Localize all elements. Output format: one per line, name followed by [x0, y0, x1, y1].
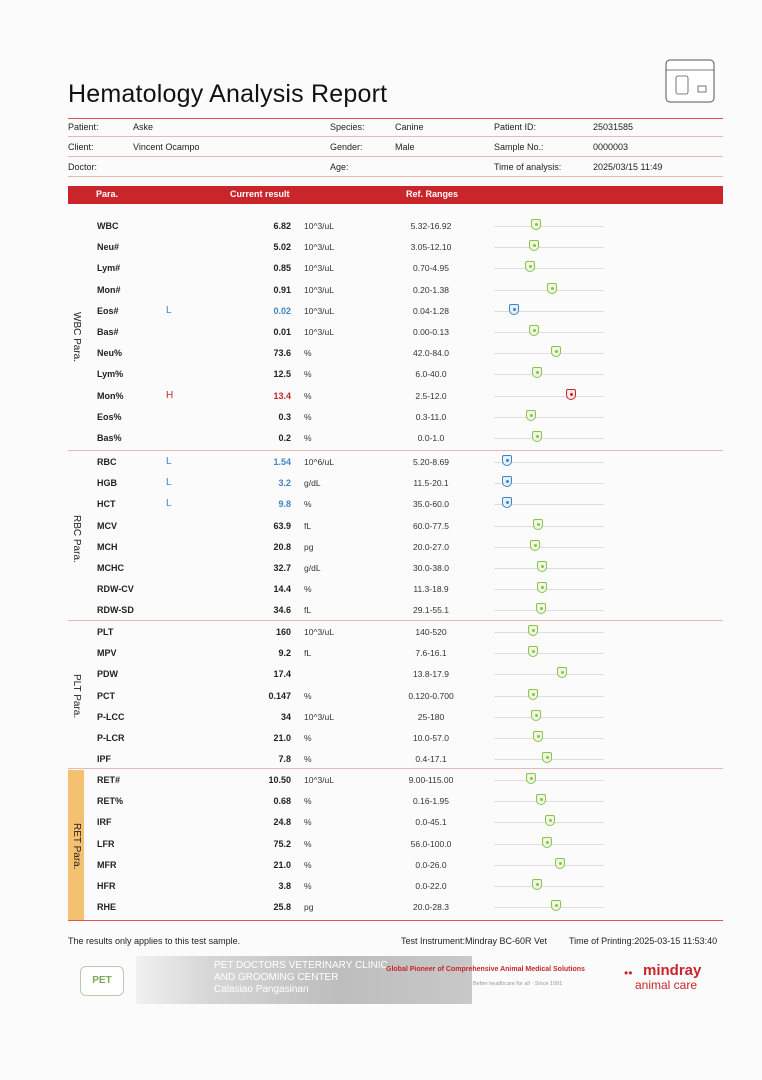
section-label-text: RBC Para.: [71, 515, 82, 563]
gender-label: Gender:: [330, 142, 363, 152]
table-row: [68, 322, 723, 343]
param-name: Mon%: [97, 390, 124, 401]
table-row: [68, 258, 723, 279]
param-name: Mon#: [97, 284, 121, 295]
patient-value: Aske: [133, 122, 154, 132]
patient-id-label: Patient ID:: [494, 122, 537, 132]
result-value: 6.82: [273, 221, 291, 231]
client-label: Client:: [68, 142, 94, 152]
range-marker-icon: [528, 689, 538, 700]
range-track: [494, 717, 604, 718]
range-marker-icon: [545, 815, 555, 826]
table-row: [68, 579, 723, 600]
param-name: MCHC: [97, 563, 124, 573]
range-marker-icon: [557, 667, 567, 678]
table-row: [68, 237, 723, 258]
reference-range: 20.0-28.3: [413, 902, 449, 913]
clinic-banner: [136, 956, 472, 1004]
reference-range: 0.0-1.0: [417, 433, 445, 443]
range-track: [494, 674, 604, 675]
range-track: [494, 738, 604, 739]
param-name: Neu%: [97, 348, 123, 359]
table-row: [68, 707, 723, 728]
reference-range: 29.1-55.1: [413, 605, 449, 616]
time-of-printing: Time of Printing:2025-03-15 11:53:40: [569, 936, 718, 946]
result-value: 0.147: [268, 690, 291, 701]
section-label-text: RET Para.: [71, 823, 82, 870]
table-row: [68, 664, 723, 685]
patient-label: Patient:: [68, 122, 99, 132]
result-unit: %: [304, 369, 312, 380]
range-track: [494, 247, 604, 248]
clinic-line-3: Calasiao Pangasinan: [214, 984, 309, 995]
range-marker-icon: [536, 794, 546, 805]
sample-value: 0000003: [593, 142, 629, 152]
range-track: [494, 332, 604, 333]
param-name: MFR: [97, 859, 117, 870]
info-divider: [68, 136, 723, 137]
param-name: MPV: [97, 648, 117, 659]
param-name: RDW-CV: [97, 584, 134, 595]
param-name: Neu#: [97, 242, 120, 253]
table-row: [68, 216, 723, 237]
param-name: LFR: [97, 838, 115, 849]
range-track: [494, 886, 604, 887]
range-marker-icon: [537, 561, 547, 572]
range-track: [494, 417, 604, 418]
section-label-text: PLT Para.: [71, 674, 82, 719]
range-track: [494, 780, 604, 781]
reference-range: 6.0-40.0: [415, 369, 447, 380]
param-name: P-LCC: [97, 711, 125, 722]
footnote: The results only applies to this test sample.: [68, 936, 241, 946]
range-track: [494, 374, 604, 375]
reference-range: 0.16-1.95: [413, 796, 449, 807]
param-name: MCH: [97, 541, 118, 552]
section-label-text: WBC Para.: [71, 312, 82, 363]
range-track: [494, 653, 604, 654]
info-divider: [68, 176, 723, 177]
table-row: [68, 876, 723, 897]
table-row: [68, 770, 723, 791]
param-name: IPF: [97, 754, 112, 765]
range-marker-icon: [537, 582, 547, 593]
section-divider: [68, 450, 723, 451]
reference-range: 60.0-77.5: [413, 520, 449, 531]
result-value: 0.02: [273, 305, 291, 316]
test-instrument: Test Instrument:Mindray BC-60R Vet: [401, 936, 548, 946]
brand-subtitle: animal care: [635, 978, 698, 992]
range-marker-icon: [533, 731, 543, 742]
table-row: [68, 537, 723, 558]
reference-range: 9.00-115.00: [408, 775, 454, 785]
result-value: 34.6: [273, 605, 291, 616]
reference-range: 20.0-27.0: [413, 541, 449, 552]
reference-range: 0.120-0.700: [408, 690, 454, 701]
range-track: [494, 696, 604, 697]
result-value: 1.54: [273, 457, 291, 467]
table-row: [68, 812, 723, 833]
result-unit: 10^3/uL: [304, 242, 334, 253]
table-row: [68, 558, 723, 579]
table-row: [68, 600, 723, 621]
doctor-label: Doctor:: [68, 162, 98, 172]
range-marker-icon: [502, 455, 512, 466]
range-track: [494, 526, 604, 527]
bottom-divider: [68, 920, 723, 921]
range-marker-icon: [529, 240, 539, 251]
result-unit: 10^3/uL: [304, 221, 334, 231]
info-divider: [68, 156, 723, 157]
param-name: PLT: [97, 627, 114, 637]
param-name: IRF: [97, 817, 112, 828]
result-unit: %: [304, 817, 312, 828]
table-row: [68, 280, 723, 301]
result-unit: %: [304, 584, 312, 595]
range-track: [494, 547, 604, 548]
param-name: RBC: [97, 457, 117, 467]
result-unit: 10^3/uL: [304, 305, 334, 316]
result-value: 13.4: [273, 390, 291, 401]
range-marker-icon: [528, 625, 538, 636]
flag-indicator: H: [166, 389, 174, 401]
table-row: [68, 516, 723, 537]
reference-range: 140-520: [415, 627, 447, 637]
table-row: [68, 855, 723, 876]
flag-indicator: L: [166, 304, 172, 316]
range-marker-icon: [526, 773, 536, 784]
reference-range: 0.0-26.0: [415, 859, 447, 870]
range-track: [494, 268, 604, 269]
result-value: 20.8: [273, 541, 291, 552]
result-value: 73.6: [273, 348, 291, 359]
reference-range: 56.0-100.0: [410, 838, 452, 849]
range-track: [494, 610, 604, 611]
range-track: [494, 589, 604, 590]
result-value: 63.9: [273, 520, 291, 531]
reference-range: 25-180: [417, 711, 445, 722]
param-name: RET%: [97, 796, 124, 807]
result-value: 0.2: [278, 433, 291, 443]
param-name: MCV: [97, 520, 117, 531]
table-row: [68, 897, 723, 918]
range-marker-icon: [547, 283, 557, 294]
reference-range: 0.4-17.1: [415, 754, 447, 765]
param-name: RDW-SD: [97, 605, 134, 616]
reference-range: 13.8-17.9: [413, 669, 449, 680]
table-row: [68, 343, 723, 364]
range-track: [494, 801, 604, 802]
reference-range: 0.04-1.28: [413, 305, 449, 316]
result-value: 160: [275, 627, 291, 637]
param-name: RHE: [97, 902, 117, 913]
result-value: 21.0: [273, 733, 291, 743]
range-marker-icon: [536, 603, 546, 614]
result-unit: %: [304, 754, 312, 765]
table-row: [68, 686, 723, 707]
reference-range: 0.70-4.95: [413, 263, 449, 274]
clinic-line-2: AND GROOMING CENTER: [214, 972, 339, 983]
result-value: 12.5: [273, 369, 291, 380]
patient-id-value: 25031585: [593, 122, 634, 132]
result-unit: %: [304, 838, 312, 849]
result-value: 0.68: [273, 796, 291, 807]
result-value: 10.50: [268, 775, 291, 785]
range-marker-icon: [533, 519, 543, 530]
result-value: 3.8: [278, 881, 291, 891]
table-row: [68, 407, 723, 428]
table-row: [68, 834, 723, 855]
range-marker-icon: [542, 752, 552, 763]
top-divider: [68, 118, 723, 119]
result-unit: 10^3/uL: [304, 711, 334, 722]
result-unit: g/dL: [304, 478, 321, 489]
result-value: 14.4: [273, 584, 291, 595]
clinic-line-1: PET DOCTORS VETERINARY CLINIC: [214, 960, 388, 971]
table-row: [68, 364, 723, 385]
param-name: Lym#: [97, 263, 121, 274]
result-unit: %: [304, 690, 312, 701]
header-para: Para.: [96, 189, 119, 199]
section-plt: [68, 622, 723, 770]
param-name: Eos#: [97, 305, 119, 316]
param-name: HFR: [97, 881, 116, 891]
table-row: [68, 428, 723, 449]
range-marker-icon: [530, 540, 540, 551]
section-divider: [68, 768, 723, 769]
reference-range: 10.0-57.0: [413, 733, 449, 743]
result-value: 34: [280, 711, 291, 722]
result-unit: 10^3/uL: [304, 627, 334, 637]
table-row: [68, 622, 723, 643]
range-track: [494, 226, 604, 227]
reference-range: 3.05-12.10: [410, 242, 452, 253]
result-unit: %: [304, 733, 312, 743]
species-label: Species:: [330, 122, 365, 132]
range-track: [494, 396, 604, 397]
header-ranges: Ref. Ranges: [406, 189, 459, 199]
result-value: 0.85: [273, 263, 291, 274]
param-name: PCT: [97, 690, 115, 701]
result-value: 25.8: [273, 902, 291, 913]
param-name: Eos%: [97, 411, 122, 422]
result-value: 21.0: [273, 859, 291, 870]
results-header: [68, 186, 723, 204]
reference-range: 7.6-16.1: [415, 648, 447, 659]
result-unit: 10^3/uL: [304, 284, 334, 295]
paw-icon: ••: [624, 966, 633, 980]
reference-range: 30.0-38.0: [413, 563, 449, 573]
result-value: 5.02: [273, 242, 291, 253]
reference-range: 2.5-12.0: [415, 390, 447, 401]
age-label: Age:: [330, 162, 349, 172]
analyzer-device-icon: [662, 56, 718, 106]
range-marker-icon: [529, 325, 539, 336]
time-value: 2025/03/15 11:49: [593, 162, 663, 172]
result-value: 75.2: [273, 838, 291, 849]
page-title: Hematology Analysis Report: [68, 80, 388, 108]
section-divider: [68, 620, 723, 621]
range-marker-icon: [528, 646, 538, 657]
result-value: 9.8: [278, 499, 291, 510]
range-marker-icon: [542, 837, 552, 848]
range-marker-icon: [532, 879, 542, 890]
range-track: [494, 907, 604, 908]
table-row: [68, 301, 723, 322]
range-marker-icon: [532, 431, 542, 442]
section-ret: [68, 770, 723, 920]
flag-indicator: L: [166, 477, 172, 489]
range-marker-icon: [531, 710, 541, 721]
pioneer-subtitle: Better healthcare for all · Since 1991: [473, 981, 563, 987]
result-value: 24.8: [273, 817, 291, 828]
result-value: 3.2: [278, 478, 291, 489]
range-track: [494, 568, 604, 569]
flag-indicator: L: [166, 456, 172, 467]
reference-range: 0.0-22.0: [415, 881, 447, 891]
param-name: Lym%: [97, 369, 124, 380]
result-unit: %: [304, 411, 312, 422]
table-row: [68, 386, 723, 407]
range-track: [494, 632, 604, 633]
table-row: [68, 473, 723, 494]
param-name: PDW: [97, 669, 118, 680]
clinic-name: [214, 960, 388, 996]
reference-range: 0.20-1.38: [413, 284, 449, 295]
brand-logo: mindray: [643, 962, 702, 979]
result-unit: 10^6/uL: [304, 457, 334, 467]
param-name: RET#: [97, 775, 121, 785]
reference-range: 0.0-45.1: [415, 817, 447, 828]
result-unit: %: [304, 433, 312, 443]
reference-range: 0.00-0.13: [413, 327, 449, 337]
reference-range: 5.20-8.69: [413, 457, 449, 467]
range-marker-icon: [531, 219, 541, 230]
table-row: [68, 452, 723, 473]
range-marker-icon: [551, 346, 561, 357]
footer-band: [68, 956, 723, 1006]
result-unit: fL: [304, 520, 312, 531]
result-unit: 10^3/uL: [304, 775, 334, 785]
result-unit: %: [304, 881, 312, 891]
param-name: WBC: [97, 221, 119, 231]
param-name: Bas%: [97, 433, 122, 443]
section-rbc: [68, 452, 723, 622]
result-unit: pg: [304, 902, 314, 913]
client-value: Vincent Ocampo: [133, 142, 200, 152]
header-result: Current result: [230, 189, 290, 199]
result-unit: fL: [304, 648, 312, 659]
result-value: 9.2: [278, 648, 291, 659]
range-marker-icon: [526, 410, 536, 421]
result-value: 0.3: [278, 411, 291, 422]
result-unit: fL: [304, 605, 312, 616]
param-name: P-LCR: [97, 733, 125, 743]
table-row: [68, 728, 723, 749]
result-unit: g/dL: [304, 563, 321, 573]
range-track: [494, 353, 604, 354]
range-marker-icon: [551, 900, 561, 911]
range-marker-icon: [532, 367, 542, 378]
result-unit: 10^3/uL: [304, 327, 334, 337]
range-track: [494, 865, 604, 866]
flag-indicator: L: [166, 498, 172, 510]
result-unit: 10^3/uL: [304, 263, 334, 274]
reference-range: 0.3-11.0: [415, 411, 447, 422]
result-value: 0.91: [273, 284, 291, 295]
table-row: [68, 494, 723, 515]
range-marker-icon: [555, 858, 565, 869]
result-unit: pg: [304, 541, 314, 552]
reference-range: 42.0-84.0: [413, 348, 449, 359]
range-marker-icon: [525, 261, 535, 272]
time-label: Time of analysis:: [494, 162, 562, 172]
result-value: 32.7: [273, 563, 291, 573]
reference-range: 11.5-20.1: [413, 478, 449, 489]
result-value: 17.4: [273, 669, 291, 680]
range-marker-icon: [566, 389, 576, 400]
reference-range: 35.0-60.0: [413, 499, 449, 510]
result-unit: %: [304, 499, 312, 510]
range-track: [494, 438, 604, 439]
result-unit: %: [304, 348, 312, 359]
range-marker-icon: [509, 304, 519, 315]
section-wbc: [68, 216, 723, 452]
reference-range: 11.3-18.9: [413, 584, 449, 595]
table-row: [68, 643, 723, 664]
result-unit: %: [304, 859, 312, 870]
range-marker-icon: [502, 497, 512, 508]
species-value: Canine: [395, 122, 424, 132]
gender-value: Male: [395, 142, 415, 152]
table-row: [68, 791, 723, 812]
result-value: 7.8: [278, 754, 291, 765]
range-marker-icon: [502, 476, 512, 487]
param-name: Bas#: [97, 327, 119, 337]
result-value: 0.01: [273, 327, 291, 337]
param-name: HCT: [97, 499, 116, 510]
pioneer-tagline: Global Pioneer of Comprehensive Animal Medical Solutions: [386, 966, 585, 973]
result-unit: %: [304, 796, 312, 807]
param-name: HGB: [97, 478, 117, 489]
reference-range: 5.32-16.92: [410, 221, 452, 231]
result-unit: %: [304, 390, 312, 401]
sample-label: Sample No.:: [494, 142, 544, 152]
clinic-logo: PET: [80, 966, 124, 996]
